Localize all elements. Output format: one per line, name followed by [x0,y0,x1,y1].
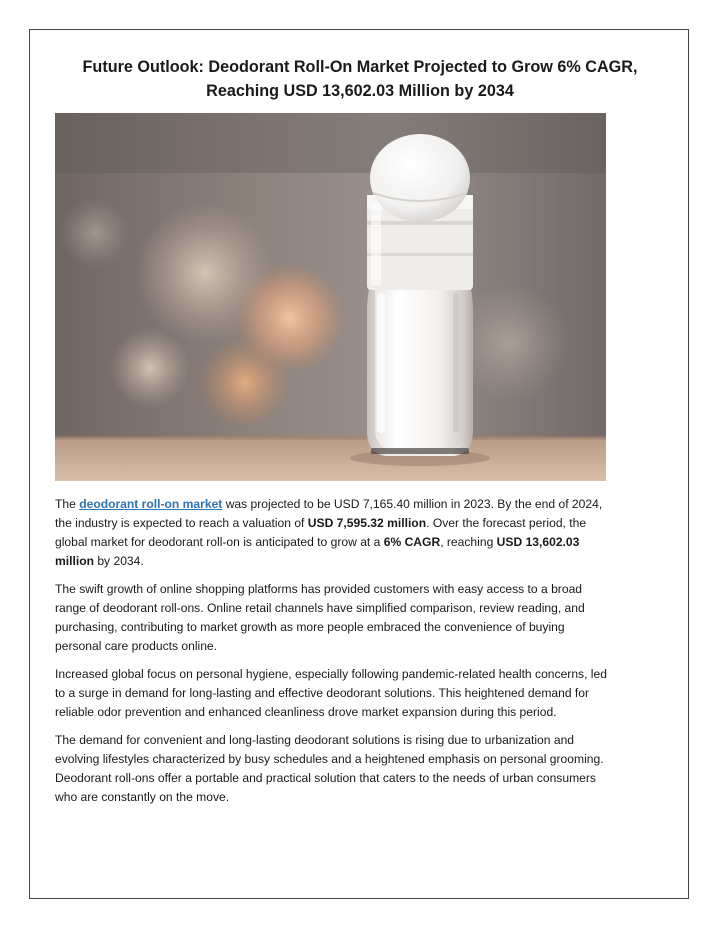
page-title: Future Outlook: Deodorant Roll-On Market Projected to Grow 6% CAGR, Reaching USD 13,602.03 Million by 2034 [82,58,638,100]
valuation-2034: USD 13,602.03 million [55,535,580,568]
paragraph-online-shopping: The swift growth of online shopping platforms has provided customers with easy access to a broad range of deodorant roll-ons. Online retail channels have simplified comparison, review reading, and purchasing, contributing to market growth as more people embraced the convenience of buying personal care products online. [55,582,585,653]
roll-on-bottle-photo [55,113,606,481]
cagr-value: 6% CAGR [383,535,441,549]
paragraph-market-size: The deodorant roll-on market was projected to be USD 7,165.40 million in 2023. By the end of 2024, the industry is expected to reach a valuation of USD 7,595.32 million. Over the forecast period, the global market for deodorant roll-on is anticipated to grow at a 6% CAGR, reaching USD 13,602.03 million by 2034. [55,497,603,568]
paragraph-urbanization: The demand for convenient and long-lasting deodorant solutions is rising due to urbanization and evolving lifestyles characterized by busy schedules and a heightened emphasis on personal grooming. Deodorant roll-ons offer a portable and practical solution that caters to the needs of urban consumers who are constantly on the move. [55,733,604,804]
article-body [55,495,611,816]
valuation-2024: USD 7,595.32 million [307,516,427,530]
paragraph-hygiene: Increased global focus on personal hygiene, especially following pandemic-related health concerns, led to a surge in demand for long-lasting and effective deodorant solutions. This heightened demand for reliable odor prevention and enhanced cleanliness drove market expansion during this period. [55,667,607,719]
hero-image [55,113,606,481]
deodorant-roll-on-market-link[interactable]: deodorant roll-on market [79,497,223,511]
